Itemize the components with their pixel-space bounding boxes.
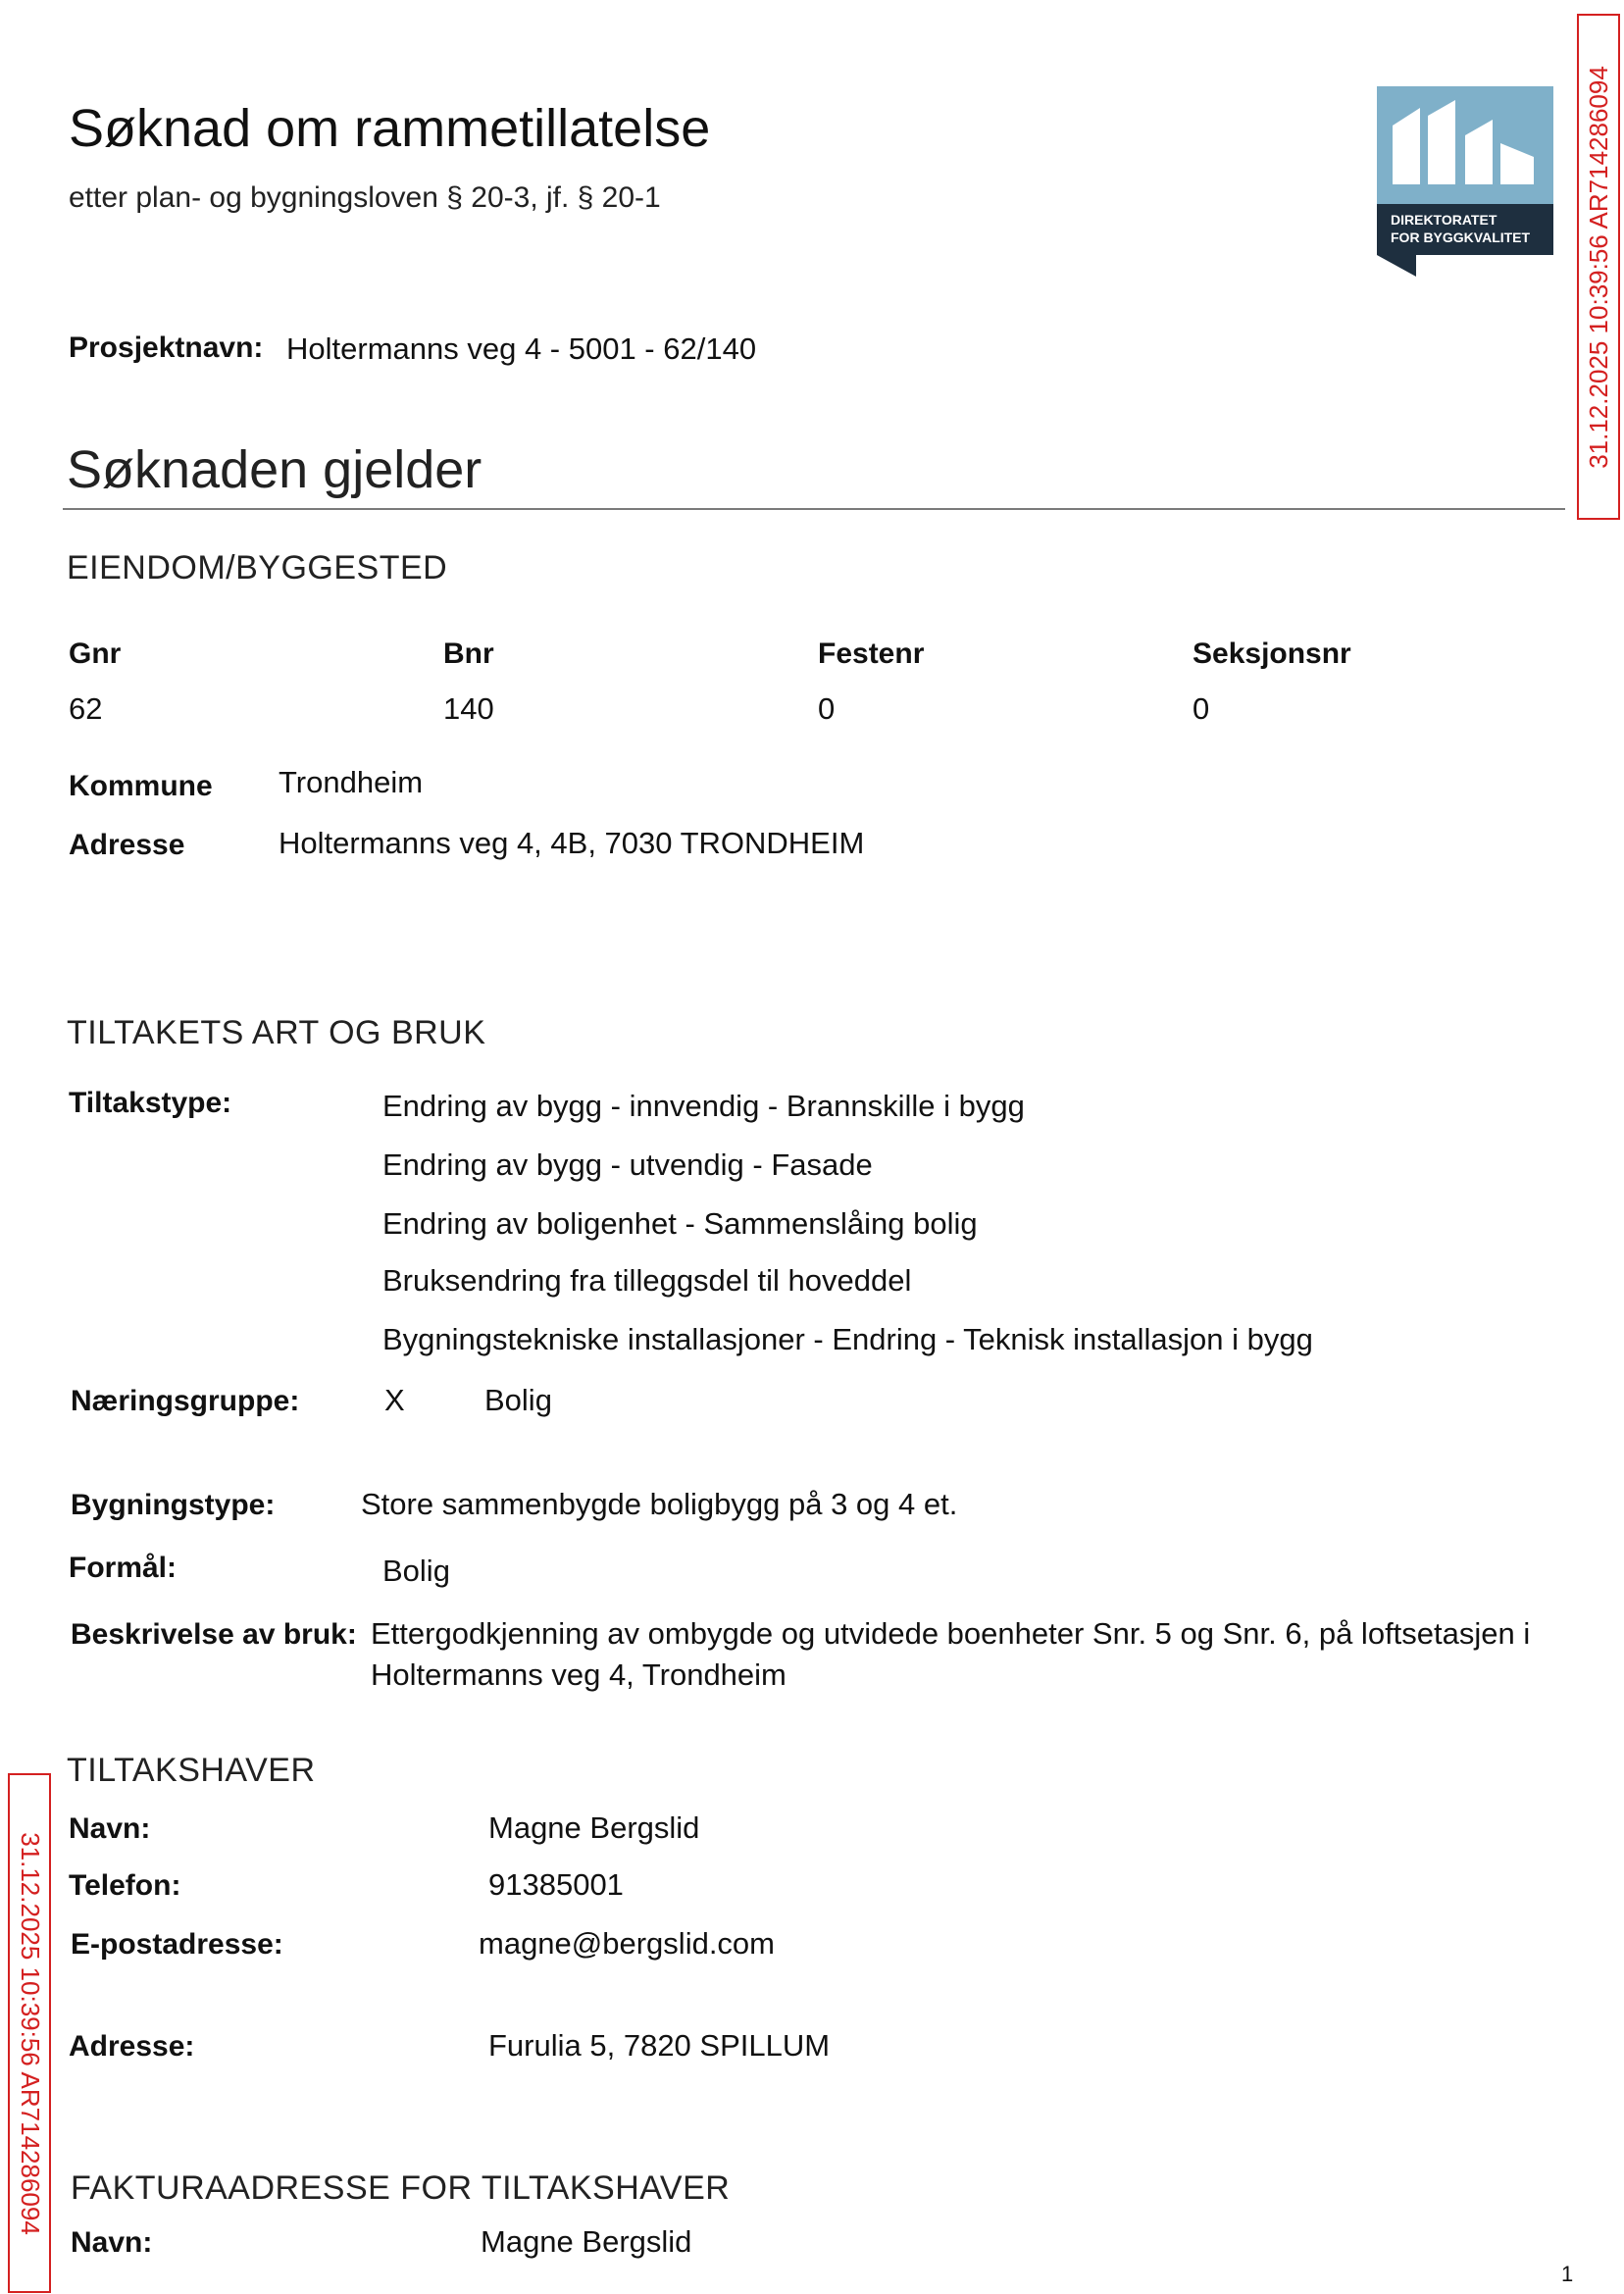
naeringsgruppe-code: X — [384, 1383, 405, 1417]
section-divider — [63, 508, 1565, 510]
kommune-value: Trondheim — [279, 765, 424, 799]
kommune-label: Kommune — [69, 770, 213, 802]
project-label: Prosjektnavn: — [69, 331, 264, 364]
adresse-label: Adresse — [69, 829, 185, 861]
timestamp-stamp-right — [1577, 14, 1620, 520]
timestamp-stamp-left — [8, 1773, 51, 2293]
faktura-heading: FAKTURAADRESSE FOR TILTAKSHAVER — [71, 2169, 731, 2207]
gnr-label: Gnr — [69, 637, 122, 670]
formal-label: Formål: — [69, 1552, 178, 1584]
tiltakstype-item: Bygningstekniske installasjoner - Endring - Teknisk installasjon i bygg — [382, 1322, 1313, 1356]
telefon-value: 91385001 — [488, 1867, 624, 1902]
seksjonsnr-label: Seksjonsnr — [1193, 637, 1351, 670]
navn-value: Magne Bergslid — [488, 1810, 700, 1845]
document-title: Søknad om rammetillatelse — [69, 99, 711, 158]
tiltak-heading: TILTAKETS ART OG BRUK — [67, 1014, 486, 1051]
tiltakshaver-heading: TILTAKSHAVER — [67, 1752, 316, 1789]
festenr-value: 0 — [818, 691, 836, 726]
tiltakstype-item: Bruksendring fra tilleggsdel til hoveddel — [382, 1263, 912, 1298]
tiltakstype-item: Endring av bygg - utvendig - Fasade — [382, 1147, 873, 1182]
bnr-label: Bnr — [443, 637, 494, 670]
beskrivelse-line1: Ettergodkjenning av ombygde og utvidede boenheter Snr. 5 og Snr. 6, på loftsetasjen i — [371, 1616, 1531, 1651]
tiltakstype-item: Endring av boligenhet - Sammenslåing bolig — [382, 1206, 978, 1241]
navn-label: Navn: — [69, 1812, 151, 1845]
tiltakstype-label: Tiltakstype: — [69, 1087, 232, 1119]
epost-value: magne@bergslid.com — [479, 1926, 775, 1961]
gnr-value: 62 — [69, 691, 103, 726]
beskrivelse-line2: Holtermanns veg 4, Trondheim — [371, 1657, 787, 1692]
faktura-navn-value: Magne Bergslid — [481, 2224, 692, 2259]
bygningstype-label: Bygningstype: — [71, 1489, 276, 1521]
formal-value: Bolig — [382, 1554, 450, 1588]
telefon-label: Telefon: — [69, 1869, 181, 1902]
seksjonsnr-value: 0 — [1193, 691, 1210, 726]
stamp-text: 31.12.2025 10:39:56 AR714286094 — [1583, 65, 1613, 469]
festenr-label: Festenr — [818, 637, 925, 670]
document-subtitle: etter plan- og bygningsloven § 20-3, jf. § 20-1 — [69, 181, 661, 214]
stamp-text: 31.12.2025 10:39:56 AR714286094 — [15, 1831, 45, 2235]
bygningstype-value: Store sammenbygde boligbygg på 3 og 4 et. — [361, 1487, 958, 1521]
logo-text-line2: FOR BYGGKVALITET — [1391, 229, 1531, 245]
naeringsgruppe-value: Bolig — [484, 1383, 552, 1417]
beskrivelse-label: Beskrivelse av bruk: — [71, 1618, 357, 1651]
page-number: 1 — [1561, 2262, 1574, 2286]
tiltakshaver-adresse-value: Furulia 5, 7820 SPILLUM — [488, 2028, 831, 2063]
epost-label: E-postadresse: — [71, 1928, 283, 1961]
tiltakstype-item: Endring av bygg - innvendig - Brannskille i bygg — [382, 1089, 1025, 1123]
naeringsgruppe-label: Næringsgruppe: — [71, 1385, 300, 1417]
adresse-value: Holtermanns veg 4, 4B, 7030 TRONDHEIM — [279, 826, 865, 860]
tiltakshaver-adresse-label: Adresse: — [69, 2030, 195, 2063]
logo-text-line1: DIREKTORATET — [1391, 212, 1497, 228]
dibk-logo — [1377, 86, 1553, 277]
building-logo-icon — [1377, 86, 1553, 277]
faktura-navn-label: Navn: — [71, 2226, 153, 2259]
project-value: Holtermanns veg 4 - 5001 - 62/140 — [286, 331, 757, 366]
bnr-value: 140 — [443, 691, 494, 726]
eiendom-heading: EIENDOM/BYGGESTED — [67, 549, 448, 586]
section-title: Søknaden gjelder — [67, 440, 482, 499]
